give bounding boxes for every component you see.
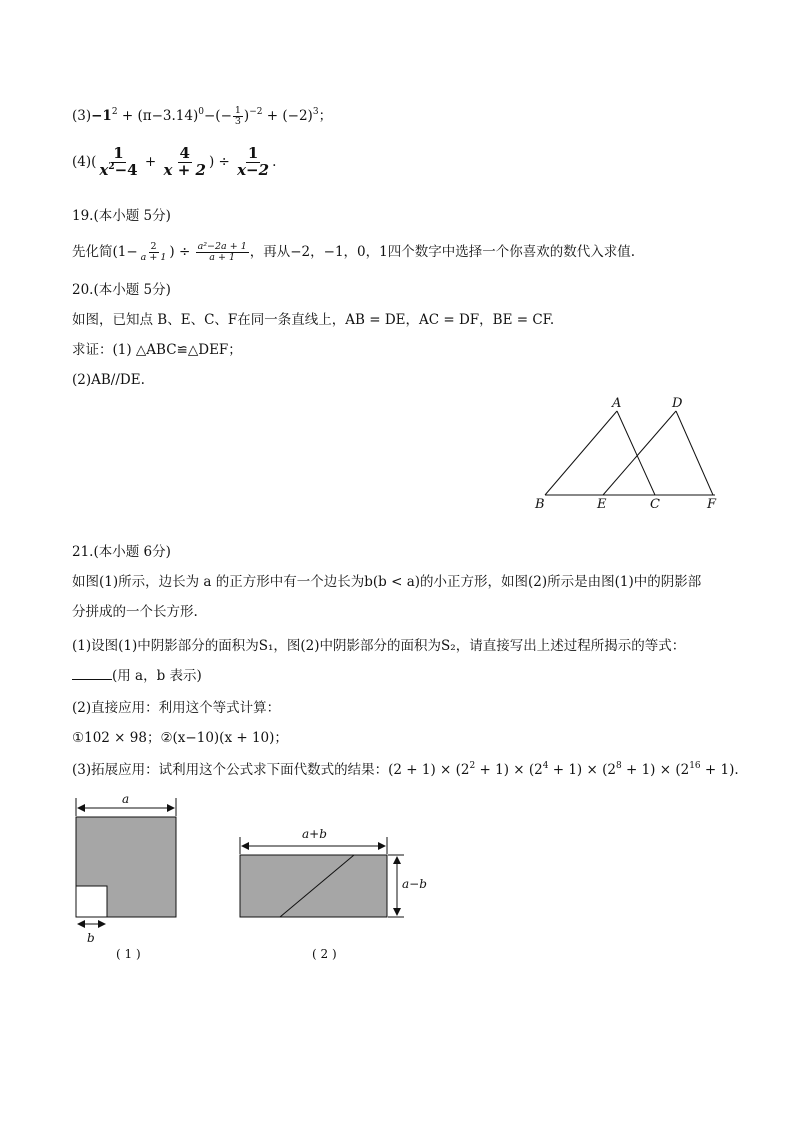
label-a: A: [612, 396, 622, 411]
fraction-1-over-x2-minus-4: $\frac{1}{x^2-4}$: [99, 144, 138, 179]
q19-text: 先化简(1− $\frac{2}{a + 1}$ ) ÷ $\frac{\text{a²−2a + 1}}{a + 1}$ ，再从−2，−1，0，1四个数字中选择一个你喜欢的数代入求值.: [72, 241, 636, 263]
q21-line5: (2)直接应用：利用这个等式计算：: [72, 700, 281, 716]
fraction-2-over-a-plus-1: $\frac{2}{a + 1}$: [140, 241, 167, 263]
long-rectangle: [240, 855, 387, 917]
fraction-a2-over-a-plus-1: $\frac{\text{a²−2a + 1}}{a + 1}$: [197, 241, 247, 263]
segment-ac: [617, 411, 655, 495]
q20-header: 20.(本小题 5分): [72, 282, 171, 298]
fraction-4-over-x-plus-2: $\frac{4}{x + 2}$: [163, 144, 206, 179]
label-b: B: [535, 497, 545, 512]
segment-ab: [545, 411, 617, 495]
q18-part4: (4)( $\frac{1}{x^2-4}$ + $\frac{4}{x + 2}$ ) ÷ $\frac{1}{x-2}$ .: [72, 144, 277, 179]
label-e: E: [597, 497, 607, 512]
rectangle-figure-2: [232, 820, 442, 965]
q21-header: 21.(本小题 6分): [72, 544, 171, 560]
q19-header: 19.(本小题 5分): [72, 208, 171, 224]
segment-ed: [603, 411, 676, 495]
q21-line1: 如图(1)所示，边长为 a 的正方形中有一个边长为b(b < a)的小正方形，如图(2)所示是由图(1)中的阴影部: [72, 574, 702, 590]
figure-1-caption: ( 1 ): [116, 947, 141, 961]
q20-line1: 如图，已知点 B、E、C、F在同一条直线上，AB = DE，AC = DF，BE = CF.: [72, 312, 555, 328]
label-d: D: [672, 396, 683, 411]
label-a: a: [122, 792, 130, 806]
triangles-figure: [530, 392, 730, 516]
segment-df: [676, 411, 713, 495]
q21-line6: ①102 × 98；②(x−10)(x + 10)；: [72, 730, 288, 746]
square-figure-1: [66, 790, 191, 965]
label-a-minus-b: a−b: [402, 877, 427, 891]
label-f: F: [707, 497, 717, 512]
fraction-one-third: $\frac{1}{3}$: [234, 105, 241, 127]
label-c: C: [650, 497, 660, 512]
label-b: b: [87, 931, 95, 945]
q21-line2: 分拼成的一个长方形.: [72, 604, 198, 620]
q21-line4: (用 a，b 表示): [72, 666, 202, 686]
q20-line2: 求证：(1) △ABC≌△DEF；: [72, 342, 242, 358]
figure-2-caption: ( 2 ): [312, 947, 337, 961]
q20-line3: (2)AB//DE.: [72, 372, 145, 388]
label-a-plus-b: a+b: [302, 827, 327, 841]
small-square: [76, 886, 107, 917]
q18-part3: $(3)-1^2 + (\pi-3.14)^0-(-$ $\frac{1}{3}$ )$^{-2} + (-2)^3$；: [72, 105, 333, 127]
fraction-1-over-x-minus-2: $\frac{1}{x-2}$: [237, 144, 270, 179]
q21-line3: (1)设图(1)中阴影部分的面积为S₁，图(2)中阴影部分的面积为S₂，请直接写出上述过程所揭示的等式：: [72, 638, 686, 654]
answer-blank[interactable]: [72, 667, 112, 680]
q21-line7: (3)拓展应用：试利用这个公式求下面代数式的结果：$(2 + 1) \times (2^2 + 1) \times (2^4 + 1) \times (2^8 + 1) \times (2^{16} + 1)$.: [72, 761, 739, 778]
